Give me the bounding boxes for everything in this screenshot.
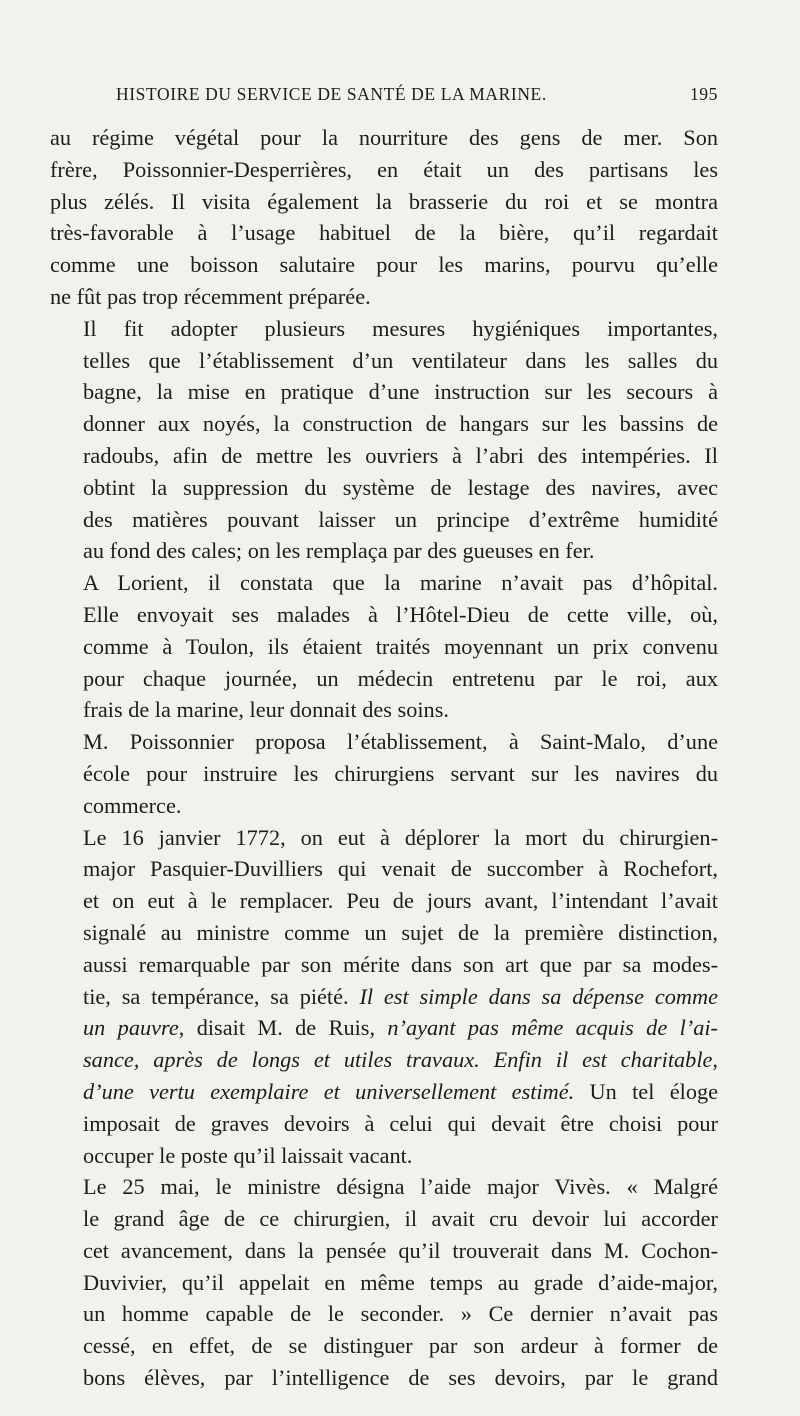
text-line: frais de la marine, leur donnait des soins. [83,697,449,723]
italic-quote: d’une vertu exemplaire et universellement estimé. [83,1078,575,1104]
text-line: telles que l’établissement d’un ventilateur dans les salles du [83,347,718,373]
running-header [50,84,718,114]
text-line: comme à Toulon, ils étaient traités moyennant un prix convenu [83,633,718,659]
text-line: plus zélés. Il visita également la brasserie du roi et se montra [50,188,718,214]
text-line: des matières pouvant laisser un principe d’extrême humidité [83,506,718,532]
text-line: un homme capable de le seconder. » Ce dernier n’avait pas [83,1301,718,1327]
text-line: bons élèves, par l’intelligence de ses devoirs, par le grand [83,1365,718,1391]
text-line: un pauvre, disait M. de Ruis, n’ayant pas même acquis de l’ai- [83,1015,718,1041]
text-line: cessé, en effet, de se distinguer par son ardeur à former de [83,1333,718,1359]
text-line: obtint la suppression du système de lestage des navires, avec [83,474,718,500]
text-line: occuper le poste qu’il laissait vacant. [83,1142,413,1168]
paragraph [50,822,718,1172]
paragraph [50,726,718,821]
text-line: cet avancement, dans la pensée qu’il trouverait dans M. Cochon- [83,1237,718,1263]
paragraph [50,122,718,313]
text-line: donner aux noyés, la construction de hangars sur les bassins de [83,411,718,437]
text-line: tie, sa tempérance, sa piété. Il est simple dans sa dépense comme [83,983,718,1009]
text-line: Le 25 mai, le ministre désigna l’aide major Vivès. « Malgré [83,1174,718,1200]
text-line: commerce. [83,792,182,818]
text-line: ne fût pas trop récemment préparée. [50,283,371,309]
paragraph [50,1171,718,1394]
text-line: Elle envoyait ses malades à l’Hôtel-Dieu de cette ville, où, [83,601,718,627]
page-number: 195 [689,84,718,104]
italic-quote: Il est simple dans sa dépense comme [359,983,718,1009]
text-line: imposait de graves devoirs à celui qui devait être choisi pour [83,1110,718,1136]
text-line: pour chaque journée, un médecin entretenu par le roi, aux [83,665,718,691]
paragraph [50,567,718,726]
text-line: A Lorient, il constata que la marine n’avait pas d’hôpital. [83,570,718,596]
italic-quote: n’ayant pas même acquis de l’ai- [387,1015,718,1041]
text-line: Il fit adopter plusieurs mesures hygiéniques importantes, [83,315,718,341]
text-line: bagne, la mise en pratique d’une instruction sur les secours à [83,379,718,405]
body-text [50,122,718,1394]
text-line: radoubs, afin de mettre les ouvriers à l’abri des intempéries. Il [83,442,718,468]
italic-quote: sance, après de longs et utiles travaux. Enfin il est charitable, [83,1047,718,1073]
text-line: d’une vertu exemplaire et universellement estimé. Un tel éloge [83,1078,719,1104]
text-line: Duvivier, qu’il appelait en même temps au grade d’aide-major, [83,1269,718,1295]
text-line: comme une boisson salutaire pour les marins, pourvu qu’elle [50,252,718,278]
text-line: très-favorable à l’usage habituel de la bière, qu’il regardait [50,220,718,246]
text-line: le grand âge de ce chirurgien, il avait cru devoir lui accorder [83,1206,718,1232]
paragraph [50,313,718,567]
text-line [50,1044,718,1076]
text-line: signalé au ministre comme un sujet de la première distinction, [83,919,718,945]
text-line: et on eut à le remplacer. Peu de jours avant, l’intendant l’avait [83,888,718,914]
italic-quote: un pauvre [83,1015,179,1041]
text-line: au régime végétal pour la nourriture des gens de mer. Son [50,125,718,150]
text-line: Le 16 janvier 1772, on eut à déplorer la mort du chirurgien- [83,824,718,850]
text-line: major Pasquier-Duvilliers qui venait de succomber à Rochefort, [83,856,718,882]
text-line: aussi remarquable par son mérite dans son art que par sa modes- [83,951,718,977]
text-line: au fond des cales; on les remplaça par des gueuses en fer. [83,538,595,564]
text-line: école pour instruire les chirurgiens servant sur les navires du [83,760,718,786]
running-title: HISTOIRE DU SERVICE DE SANTÉ DE LA MARINE. [116,84,547,104]
text-line: M. Poissonnier proposa l’établissement, à Saint-Malo, d’une [83,729,718,755]
text-line: frère, Poissonnier-Desperrières, en était un des partisans les [50,156,718,182]
